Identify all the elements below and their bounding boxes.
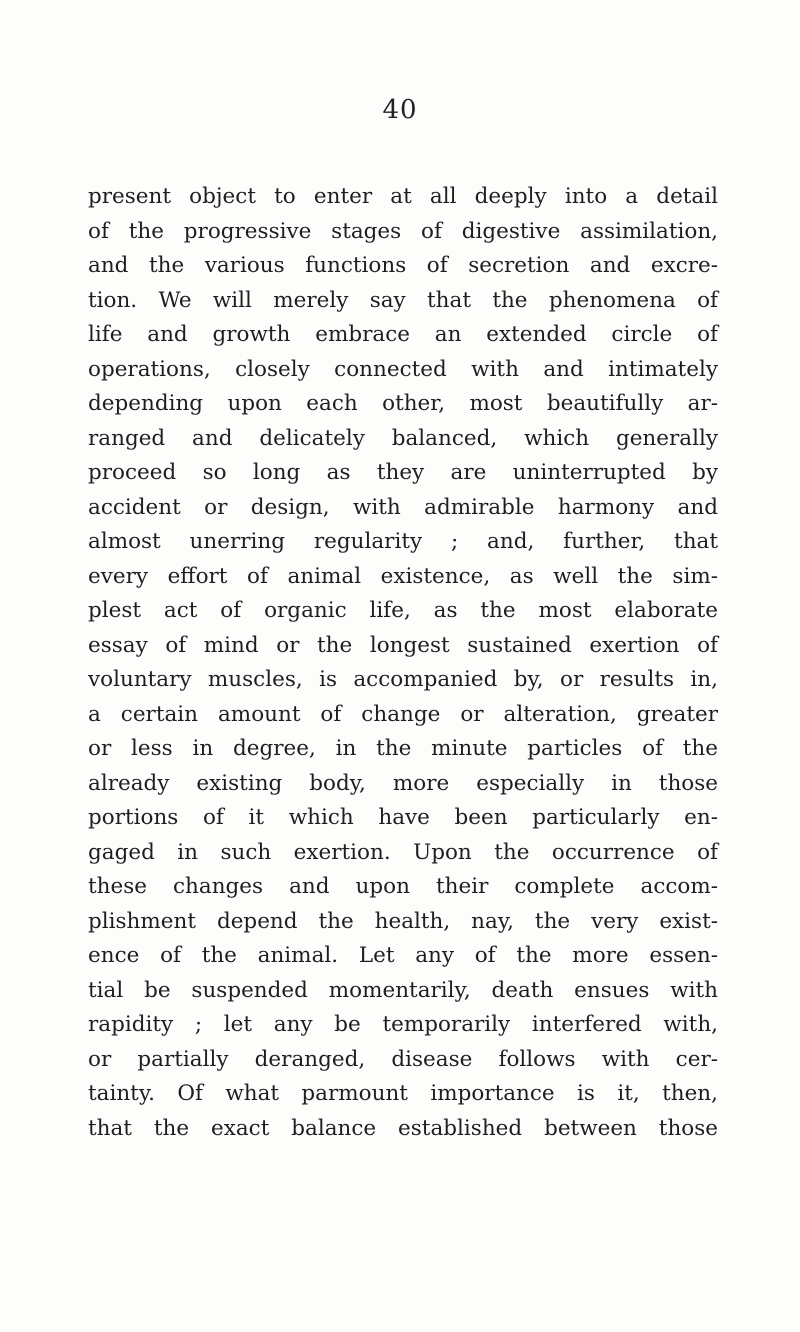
body-text	[88, 180, 718, 1146]
text-line: these changes and upon their complete accom-	[88, 874, 718, 899]
text-line: life and growth embrace an extended circle of	[88, 322, 718, 347]
text-line: proceed so long as they are uninterrupted by	[88, 460, 718, 485]
text-line: operations, closely connected with and intimately	[88, 356, 718, 382]
text-line: or less in degree, in the minute particles of the	[88, 736, 718, 761]
text-line: tial be suspended momentarily, death ensues with	[88, 977, 718, 1003]
text-line: portions of it which have been particularly en-	[88, 805, 718, 830]
text-line: tainty. Of what parmount importance is it, then,	[88, 1081, 718, 1106]
text-line: almost unerring regularity ; and, further, that	[88, 529, 718, 554]
text-line: already existing body, more especially in those	[88, 770, 718, 796]
text-line: plest act of organic life, as the most elaborate	[88, 598, 718, 623]
text-line: present object to enter at all deeply into a detail	[88, 184, 718, 209]
text-line: of the progressive stages of digestive assimilation,	[88, 218, 718, 244]
text-line: ranged and delicately balanced, which generally	[88, 425, 718, 451]
text-line: accident or design, with admirable harmony and	[88, 494, 718, 520]
text-line: tion. We will merely say that the phenomena of	[88, 287, 718, 313]
text-line: that the exact balance established between those	[88, 1115, 718, 1141]
page-number: 40	[382, 95, 418, 125]
text-line: ence of the animal. Let any of the more essen-	[88, 943, 718, 968]
text-line: and the various functions of secretion and excre-	[88, 253, 718, 278]
text-line: rapidity ; let any be temporarily interfered with,	[88, 1012, 718, 1037]
text-line: a certain amount of change or alteration, greater	[88, 701, 718, 727]
text-line: gaged in such exertion. Upon the occurrence of	[88, 839, 718, 865]
text-line: depending upon each other, most beautifully ar-	[88, 391, 718, 416]
text-line: plishment depend the health, nay, the very exist-	[88, 908, 718, 934]
text-line: or partially deranged, disease follows with cer-	[88, 1046, 718, 1072]
text-line: every effort of animal existence, as well the sim-	[88, 563, 718, 589]
text-line: voluntary muscles, is accompanied by, or results in,	[88, 667, 718, 692]
text-line: essay of mind or the longest sustained exertion of	[88, 632, 718, 658]
